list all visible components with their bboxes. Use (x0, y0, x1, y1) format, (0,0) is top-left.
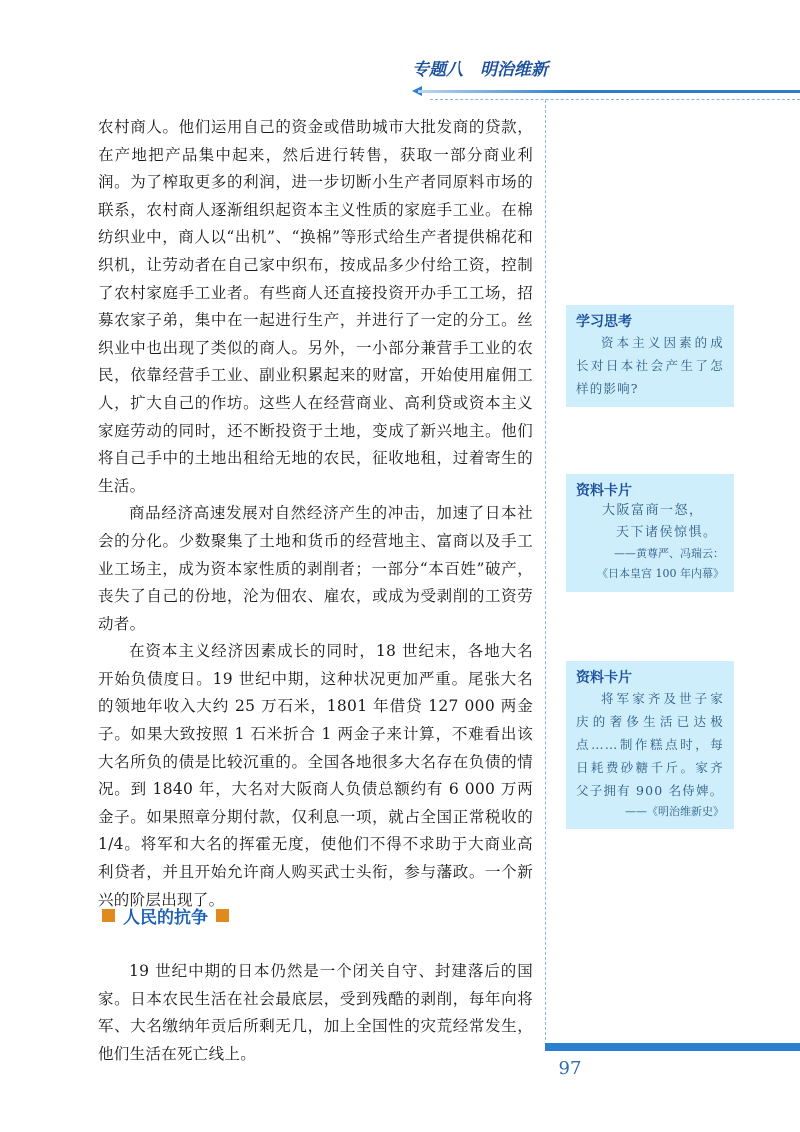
page-number: 97 (558, 1058, 582, 1079)
square-bullet-icon (216, 909, 229, 922)
paragraph-3: 在资本主义经济因素成长的同时，18 世纪末，各地大名开始负债度日。19 世纪中期，这种状况更加严重。尾张大名的领地年收入大约 25 万石米，1801 年借贷 127 000 两金子。如果大致按照 1 石米折合 1 两金子来计算，不难看出该大名所负的债是比较沉重的。全国各地很多大名存在负债的情况。到 1840 年，大名对大阪商人负债总额约有 6 000 万两金子。如果照章分期付款，仅利息一项，就占全国正常税收的 1/4。将军和大名的挥霍无度，使他们不得不求助于大商业高利贷者，并且开始允许商人购买武士头衔，参与藩政。一个新兴的阶层出现了。 (98, 642, 533, 909)
quote-line-1: 大阪富商一怒， (602, 503, 704, 518)
study-think-title: 学习思考 (576, 313, 632, 329)
info-card-2-text: 将军家齐及世子家庆的奢侈生活已达极点……制作糕点时，每日耗费砂糖千斤。家齐父子拥有 900 名侍婢。 (576, 691, 724, 798)
info-card-2-title: 资料卡片 (576, 669, 632, 685)
section-paragraph: 19 世纪中期的日本仍然是一个闭关自守、封建落后的国家。日本农民生活在社会最底层，受到残酷的剥削，每年向将军、大名缴纳年贡后所剩无几，加上全国性的灾荒经常发生，他们生活在死亡线上。 (98, 962, 533, 1063)
info-card-2 (566, 661, 734, 829)
footer-bar (545, 1043, 800, 1051)
citation-book: 《日本皇宫 100 年内幕》 (597, 567, 724, 580)
paragraph-1: 农村商人。他们运用自己的资金或借助城市大批发商的贷款，在产地把产品集中起来，然后进行转售，获取一部分商业利润。为了榨取更多的利润，进一步切断小生产者同原料市场的联系，农村商人逐渐组织起资本主义性质的家庭手工业。在棉纺织业中，商人以“出机”、“换棉”等形式给生产者提供棉花和织机，让劳动者在自己家中织布，按成品多少付给工资，控制了农村家庭手工业者。有些商人还直接投资开办手工工场，招募农家子弟，集中在一起进行生产，并进行了一定的分工。丝织业中也出现了类似的商人。另外，一小部分兼营手工业的农民，依靠经营手工业、副业积累起来的财富，开始使用雇佣工人，扩大自己的作坊。这些人在经营商业、高利贷或资本主义家庭劳动的同时，还不断投资于土地，变成了新兴地主。他们将自己手中的土地出租给无地的农民，征收地租，过着寄生的生活。 (98, 118, 533, 495)
info-card-2-citation: ——《明治维新史》 (625, 805, 724, 818)
margin-divider (545, 100, 546, 1040)
section-heading (102, 902, 229, 928)
header-dashed-line (430, 99, 800, 100)
citation-author: ——黄尊严、冯瑞云： (614, 547, 724, 560)
chapter-title: 专题八 明治维新 (412, 60, 548, 79)
header-rule (418, 90, 800, 93)
quote-line-2: 天下诸侯惊惧。 (616, 525, 718, 540)
paragraph-2: 商品经济高速发展对自然经济产生的冲击，加速了日本社会的分化。少数聚集了土地和货币的经营地主、富商以及手工业工场主，成为资本家性质的剥削者；一部分“本百姓”破产，丧失了自己的份地，沦为佃农、雇农，或成为受剥削的工资劳动者。 (98, 504, 533, 633)
section-title: 人民的抗争 (123, 907, 208, 927)
info-card-1 (566, 474, 734, 592)
study-think-text: 资本主义因素的成长对日本社会产生了怎样的影响? (576, 335, 724, 396)
main-body (98, 114, 533, 914)
study-think-box (566, 305, 734, 407)
square-bullet-icon (102, 909, 115, 922)
info-card-1-title: 资料卡片 (576, 482, 632, 498)
section-body (98, 958, 533, 1068)
